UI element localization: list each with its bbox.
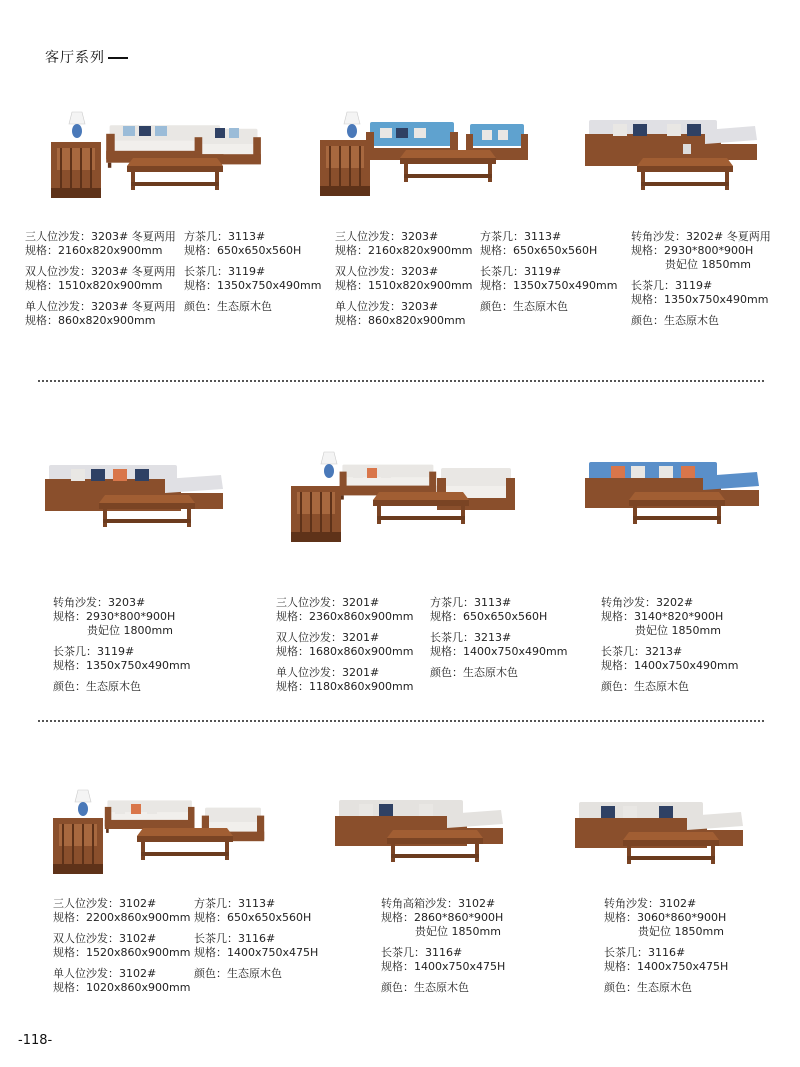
product-model: 单人位沙发：3203#: [335, 300, 439, 313]
product-model: 单人位沙发：3201#: [276, 666, 380, 679]
spec-name: [381, 981, 505, 995]
product-model: 三人位沙发：3203#: [335, 230, 439, 243]
product-photo: [45, 110, 265, 200]
product-8-col-1: [381, 897, 505, 1002]
product-model: 方茶几：3113#: [480, 230, 562, 243]
spec-item: [53, 967, 190, 995]
product-8: [335, 790, 510, 885]
spec-size: 规格：1680x860x900mm: [276, 645, 414, 658]
season-tag: 冬夏两用: [726, 230, 771, 243]
spec-item: [480, 300, 617, 314]
spec-item: [194, 932, 318, 960]
spec-name: [184, 265, 321, 279]
product-6: [585, 452, 770, 547]
product-model: 颜色：生态原木色: [194, 967, 282, 980]
product-6-col-1: [601, 596, 738, 701]
spec-size: 规格：650x650x560H: [194, 911, 312, 924]
product-7: [45, 790, 275, 880]
spec-item: [430, 666, 567, 680]
spec-name: [276, 596, 413, 610]
spec-name: [601, 645, 738, 659]
spec-item: [184, 230, 321, 258]
spec-size: 规格：1510x820x900mm: [25, 279, 163, 292]
spec-name: [430, 596, 567, 610]
spec-item: [601, 596, 738, 638]
spec-item: [480, 265, 617, 293]
season-tag: 冬夏两用: [131, 230, 176, 243]
spec-item: [480, 230, 617, 258]
spec-size: 规格：1400x750x475H: [381, 960, 506, 973]
product-model: 长茶几：3119#: [631, 279, 713, 292]
product-photo: [585, 108, 770, 203]
spec-size: 规格：2200x860x900mm: [53, 911, 191, 924]
product-model: 方茶几：3113#: [430, 596, 512, 609]
spec-item: [335, 230, 472, 258]
spec-item: [381, 946, 505, 974]
spec-item: [25, 265, 176, 293]
spec-name: [194, 967, 318, 981]
spec-name: [601, 596, 738, 610]
spec-name: [184, 300, 321, 314]
spec-size: 规格：650x650x560H: [184, 244, 302, 257]
product-photo: [285, 452, 520, 547]
spec-name: [25, 230, 176, 244]
spec-extra: 贵妃位 1800mm: [87, 624, 173, 637]
spec-name: [631, 279, 771, 293]
spec-name: [53, 967, 190, 981]
spec-item: [276, 596, 413, 624]
product-5-col-2: [430, 596, 567, 687]
spec-name: [194, 897, 318, 911]
product-model: 双人位沙发：3203#: [25, 265, 129, 278]
spec-item: [604, 981, 728, 995]
spec-name: [335, 265, 472, 279]
spec-size: 规格：1350x750x490mm: [480, 279, 618, 292]
spec-name: [53, 897, 190, 911]
product-model: 三人位沙发：3201#: [276, 596, 380, 609]
spec-size: 规格：2360x860x900mm: [276, 610, 414, 623]
product-model: 方茶几：3113#: [194, 897, 276, 910]
spec-name: [604, 946, 728, 960]
spec-item: [184, 300, 321, 314]
spec-name: [276, 631, 413, 645]
spec-item: [381, 981, 505, 995]
product-1: [45, 110, 265, 200]
product-3: [585, 108, 770, 203]
spec-size: 规格：1020x860x900mm: [53, 981, 191, 994]
spec-name: [53, 596, 190, 610]
spec-item: [53, 932, 190, 960]
divider: [38, 720, 764, 722]
product-photo: [45, 455, 230, 550]
product-1-col-2: [184, 230, 321, 321]
product-model: 颜色：生态原木色: [430, 666, 518, 679]
season-tag: 冬夏两用: [131, 300, 176, 313]
spec-name: [381, 946, 505, 960]
spec-size: 规格：1510x820x900mm: [335, 279, 473, 292]
spec-item: [25, 300, 176, 328]
spec-name: [184, 230, 321, 244]
product-model: 转角沙发：3202#: [601, 596, 694, 609]
product-3-col-1: [631, 230, 771, 335]
product-photo: [45, 790, 275, 880]
product-5: [285, 452, 520, 547]
product-photo: [335, 790, 510, 885]
product-photo: [585, 452, 770, 547]
product-2-col-2: [480, 230, 617, 321]
spec-name: [480, 230, 617, 244]
spec-item: [631, 279, 771, 307]
spec-item: [194, 967, 318, 981]
spec-name: [53, 680, 190, 694]
product-model: 双人位沙发：3203#: [335, 265, 439, 278]
spec-item: [53, 645, 190, 673]
spec-size: 规格：650x650x560H: [430, 610, 548, 623]
product-model: 颜色：生态原木色: [601, 680, 689, 693]
spec-size: 规格：3140*820*900H: [601, 610, 724, 623]
spec-name: [25, 300, 176, 314]
spec-name: [631, 230, 771, 244]
spec-item: [335, 300, 472, 328]
spec-size: 规格：1400x750x475H: [604, 960, 729, 973]
spec-size: 规格：1400x750x475H: [194, 946, 319, 959]
product-model: 颜色：生态原木色: [631, 314, 719, 327]
season-tag: 冬夏两用: [131, 265, 176, 278]
product-5-col-1: [276, 596, 413, 701]
spec-item: [25, 230, 176, 258]
product-photo: [575, 792, 750, 884]
spec-size: 规格：1350x750x490mm: [184, 279, 322, 292]
product-model: 双人位沙发：3102#: [53, 932, 157, 945]
spec-item: [381, 897, 505, 939]
spec-extra: 贵妃位 1850mm: [415, 925, 501, 938]
spec-item: [194, 897, 318, 925]
spec-name: [276, 666, 413, 680]
product-model: 单人位沙发：3102#: [53, 967, 157, 980]
spec-item: [430, 631, 567, 659]
product-model: 长茶几：3119#: [53, 645, 135, 658]
spec-size: 规格：2160x820x900mm: [25, 244, 163, 257]
spec-name: [430, 631, 567, 645]
spec-item: [276, 666, 413, 694]
product-9: [575, 792, 750, 884]
spec-name: [381, 897, 505, 911]
spec-size: 规格：860x820x900mm: [335, 314, 466, 327]
spec-size: 规格：1350x750x490mm: [53, 659, 191, 672]
spec-item: [604, 897, 728, 939]
spec-item: [631, 314, 771, 328]
spec-name: [53, 932, 190, 946]
spec-name: [335, 300, 472, 314]
spec-name: [53, 645, 190, 659]
spec-size: 规格：2930*800*900H: [631, 244, 754, 257]
product-4-col-1: [53, 596, 190, 701]
product-9-col-1: [604, 897, 728, 1002]
product-model: 颜色：生态原木色: [480, 300, 568, 313]
product-model: 转角沙发：3202#: [631, 230, 724, 243]
product-7-col-1: [53, 897, 190, 1002]
spec-size: 规格：2160x820x900mm: [335, 244, 473, 257]
product-1-col-1: [25, 230, 176, 335]
product-model: 长茶几：3116#: [194, 932, 276, 945]
spec-name: [480, 300, 617, 314]
spec-name: [604, 981, 728, 995]
spec-size: 规格：650x650x560H: [480, 244, 598, 257]
spec-name: [430, 666, 567, 680]
spec-item: [53, 596, 190, 638]
product-model: 转角沙发：3102#: [604, 897, 697, 910]
product-7-col-2: [194, 897, 318, 988]
product-model: 三人位沙发：3102#: [53, 897, 157, 910]
product-model: 转角沙发：3203#: [53, 596, 146, 609]
spec-size: 规格：2860*860*900H: [381, 911, 504, 924]
spec-size: 规格：1180x860x900mm: [276, 680, 414, 693]
spec-extra: 贵妃位 1850mm: [638, 925, 724, 938]
product-4: [45, 455, 230, 550]
product-model: 颜色：生态原木色: [381, 981, 469, 994]
product-2: [310, 110, 540, 200]
product-model: 长茶几：3119#: [480, 265, 562, 278]
spec-size: 规格：1350x750x490mm: [631, 293, 769, 306]
spec-item: [53, 897, 190, 925]
product-model: 单人位沙发：3203#: [25, 300, 129, 313]
spec-item: [601, 645, 738, 673]
spec-item: [276, 631, 413, 659]
product-model: 长茶几：3116#: [604, 946, 686, 959]
product-model: 转角高箱沙发：3102#: [381, 897, 496, 910]
spec-size: 规格：1400x750x490mm: [430, 645, 568, 658]
spec-name: [604, 897, 728, 911]
spec-name: [480, 265, 617, 279]
spec-name: [194, 932, 318, 946]
page-number: -118-: [18, 1033, 53, 1048]
product-model: 三人位沙发：3203#: [25, 230, 129, 243]
spec-extra: 贵妃位 1850mm: [665, 258, 751, 271]
spec-item: [53, 680, 190, 694]
product-model: 长茶几：3213#: [601, 645, 683, 658]
product-model: 颜色：生态原木色: [53, 680, 141, 693]
spec-item: [335, 265, 472, 293]
spec-size: 规格：3060*860*900H: [604, 911, 727, 924]
product-model: 双人位沙发：3201#: [276, 631, 380, 644]
product-model: 长茶几：3213#: [430, 631, 512, 644]
spec-item: [631, 230, 771, 272]
product-model: 颜色：生态原木色: [604, 981, 692, 994]
product-model: 方茶几：3113#: [184, 230, 266, 243]
product-model: 颜色：生态原木色: [184, 300, 272, 313]
spec-size: 规格：1520x860x900mm: [53, 946, 191, 959]
page-title: 客厅系列: [45, 47, 128, 67]
spec-name: [631, 314, 771, 328]
spec-item: [184, 265, 321, 293]
spec-size: 规格：1400x750x490mm: [601, 659, 739, 672]
spec-name: [25, 265, 176, 279]
product-model: 长茶几：3116#: [381, 946, 463, 959]
spec-name: [601, 680, 738, 694]
spec-name: [335, 230, 472, 244]
spec-item: [601, 680, 738, 694]
spec-size: 规格：2930*800*900H: [53, 610, 176, 623]
product-photo: [310, 110, 540, 200]
divider: [38, 380, 764, 382]
product-2-col-1: [335, 230, 472, 335]
spec-extra: 贵妃位 1850mm: [635, 624, 721, 637]
spec-item: [430, 596, 567, 624]
product-model: 长茶几：3119#: [184, 265, 266, 278]
spec-size: 规格：860x820x900mm: [25, 314, 156, 327]
spec-item: [604, 946, 728, 974]
